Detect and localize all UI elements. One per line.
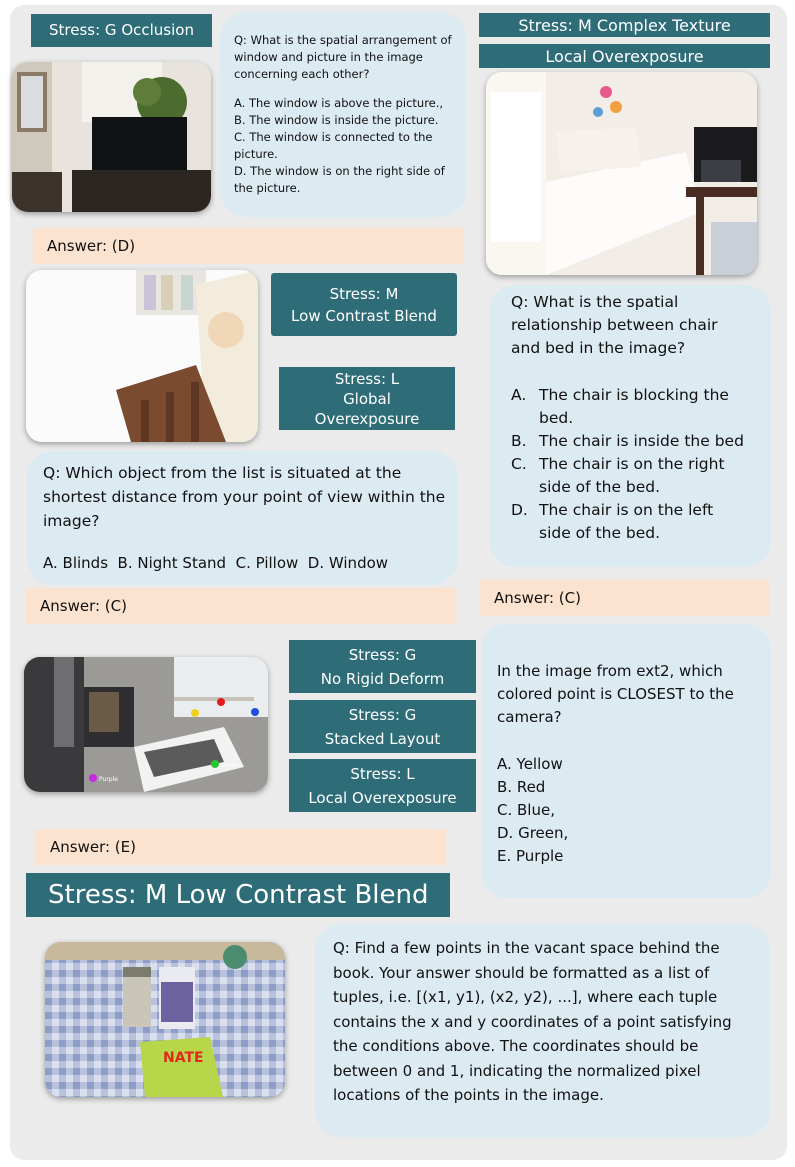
stress-tag-line: Stress: G bbox=[348, 645, 417, 664]
stress-tag-line: Stress: L bbox=[350, 764, 415, 783]
answer-text: Answer: (C) bbox=[494, 589, 581, 607]
stress-tag-local-overexposure-2 bbox=[289, 759, 476, 812]
purple-point-label: Purple bbox=[99, 776, 118, 783]
robot-scene-image bbox=[24, 657, 268, 792]
answer-box-4 bbox=[36, 829, 446, 865]
option-d: D. Green, bbox=[497, 824, 569, 842]
question-text: In the image from ext2, which colored point is CLOSEST to the camera? bbox=[497, 662, 734, 726]
answer-text: Answer: (E) bbox=[50, 838, 136, 856]
bedroom-image bbox=[486, 72, 757, 275]
question-bubble-2 bbox=[489, 285, 771, 567]
stress-tag-no-rigid-deform bbox=[289, 640, 476, 693]
stress-tag-label: Local Overexposure bbox=[545, 46, 704, 66]
stress-tag-line: Stacked Layout bbox=[324, 729, 441, 748]
option-text: The chair is blocking the bed. bbox=[539, 386, 729, 427]
option-letter: A. bbox=[511, 386, 527, 404]
stress-tag-line: Overexposure bbox=[314, 409, 420, 428]
option-d bbox=[511, 499, 745, 545]
question-text: Q: What is the spatial arrangement of window and picture in the image concerning each other? bbox=[234, 33, 452, 81]
question-text: Q: What is the spatial relationship between chair and bed in the image? bbox=[511, 293, 718, 357]
option-text: The chair is inside the bed bbox=[539, 432, 744, 450]
question-bubble-1 bbox=[220, 12, 466, 217]
option-d: D. The window is on the right side of the picture. bbox=[234, 164, 445, 195]
stress-tag-line: Local Overexposure bbox=[308, 788, 457, 807]
option-a: A. The window is above the picture., bbox=[234, 96, 444, 110]
stress-tag-local-overexposure bbox=[479, 44, 770, 68]
question-text: Q: Find a few points in the vacant space behind the book. Your answer should be formatted as a list of tuples, i.e. [(x1, y1), (x2, y2), ...], where each tuple contains the x and y coordinates of a point satisfying the conditions above. The coordinates should be between 0 and 1, indicating the normalized pixel locations of the points in the image. bbox=[333, 939, 732, 1104]
answer-box-3 bbox=[26, 588, 456, 624]
stress-tag-line: Stress: M bbox=[329, 284, 399, 303]
book-title: NATE bbox=[163, 1050, 204, 1066]
stress-tag-line: Stress: G bbox=[348, 705, 417, 724]
question-bubble-5 bbox=[315, 924, 770, 1137]
stress-tag-line: Low Contrast Blend bbox=[291, 306, 437, 325]
option-c: C. Blue, bbox=[497, 801, 555, 819]
stress-tag-line: Global bbox=[343, 389, 391, 408]
stress-tag-line: Stress: L bbox=[334, 369, 400, 388]
green-point-label: Green bbox=[221, 762, 240, 769]
stress-tag-label: Stress: M Complex Texture bbox=[518, 15, 731, 35]
question-bubble-4 bbox=[481, 624, 771, 898]
answer-box-2 bbox=[480, 580, 770, 616]
option-text: The chair is on the left side of the bed. bbox=[539, 501, 714, 542]
option-c: C. The window is connected to the picture. bbox=[234, 130, 433, 161]
option-a bbox=[511, 384, 745, 430]
stress-tag-line: No Rigid Deform bbox=[320, 669, 445, 688]
option-c bbox=[511, 453, 745, 499]
option-b: B. The window is inside the picture. bbox=[234, 113, 439, 127]
option-text: The chair is on the right side of the bed. bbox=[539, 455, 725, 496]
stress-tag-stacked-layout bbox=[289, 700, 476, 753]
stress-tag-label: Stress: M Low Contrast Blend bbox=[48, 880, 429, 910]
answer-text: Answer: (D) bbox=[47, 237, 136, 255]
options-line: A. Blinds B. Night Stand C. Pillow D. Window bbox=[43, 554, 389, 572]
option-letter: D. bbox=[511, 501, 528, 519]
living-room-image bbox=[12, 62, 211, 212]
answer-box-1 bbox=[33, 228, 464, 264]
stress-tag-complex-texture bbox=[479, 13, 770, 37]
question-bubble-3 bbox=[27, 451, 458, 585]
stress-tag-occlusion bbox=[31, 14, 212, 47]
question-text: Q: Which object from the list is situated at the shortest distance from your point of view within the image? bbox=[43, 464, 446, 530]
option-a: A. Yellow bbox=[497, 755, 563, 773]
option-b: B. Red bbox=[497, 778, 546, 796]
option-letter: B. bbox=[511, 432, 527, 450]
option-letter: C. bbox=[511, 455, 527, 473]
stress-tag-low-contrast-large bbox=[26, 873, 450, 917]
crib-image bbox=[26, 270, 258, 442]
answer-text: Answer: (C) bbox=[40, 597, 127, 615]
table-book-image bbox=[45, 942, 285, 1097]
option-b bbox=[511, 430, 745, 453]
stress-tag-label: Stress: G Occlusion bbox=[49, 21, 194, 39]
stress-tag-low-contrast bbox=[271, 273, 457, 336]
option-e: E. Purple bbox=[497, 847, 564, 865]
stress-tag-global-overexposure bbox=[279, 367, 455, 430]
